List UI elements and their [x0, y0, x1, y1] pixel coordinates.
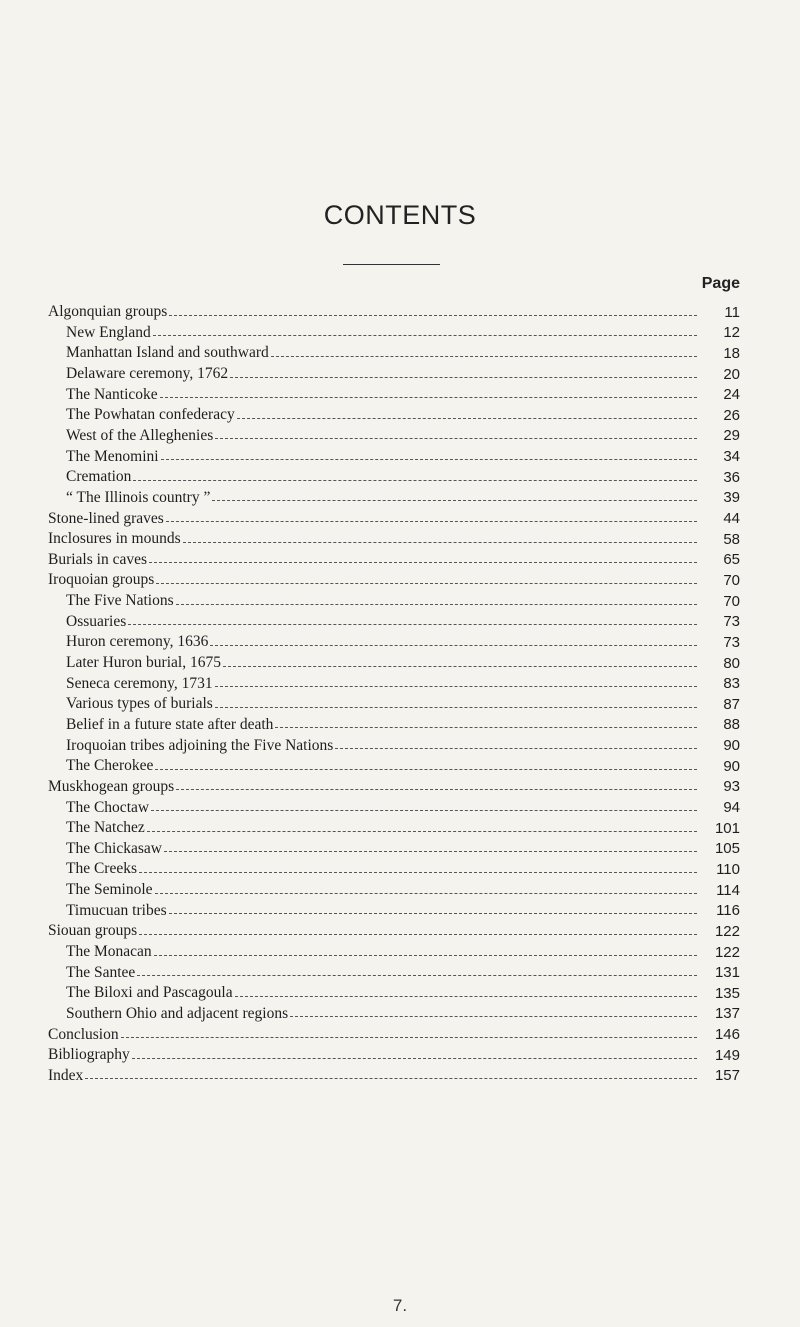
toc-entry-page: 36	[723, 468, 740, 486]
toc-entry	[0, 507, 800, 528]
toc-entry	[0, 1065, 800, 1086]
toc-entry	[0, 755, 800, 776]
toc-entry-title: The Nanticoke	[66, 385, 158, 403]
dot-leader	[271, 356, 697, 357]
dot-leader	[335, 748, 697, 749]
toc-entry-page: 94	[723, 799, 740, 817]
toc-entry-title: Iroquoian groups	[48, 571, 155, 589]
toc-entry	[0, 817, 800, 838]
toc-entry-title: The Five Nations	[66, 592, 174, 610]
page-column-header: Page	[701, 275, 740, 292]
toc-entry-title: Manhattan Island and southward	[66, 344, 269, 362]
toc-entry-title: “ The Illinois country ”	[66, 488, 211, 506]
dot-leader	[139, 934, 697, 935]
toc-entry-title: Siouan groups	[48, 922, 138, 940]
toc-entry	[0, 962, 800, 983]
toc-entry-page: 90	[723, 757, 740, 775]
toc-entry-title: The Powhatan confederacy	[66, 406, 235, 424]
toc-entry	[0, 652, 800, 673]
toc-entry-title: The Menomini	[66, 447, 159, 465]
toc-entry-page: 116	[716, 902, 740, 920]
page-title: CONTENTS	[323, 200, 477, 230]
dot-leader	[210, 645, 697, 646]
toc-entry-page: 80	[723, 654, 740, 672]
toc-entry-title: The Santee	[66, 963, 136, 981]
toc-entry-page: 70	[723, 571, 740, 589]
dot-leader	[161, 459, 697, 460]
toc-entry-title: Index	[48, 1066, 84, 1084]
toc-entry-title: Huron ceremony, 1636	[66, 633, 209, 651]
dot-leader	[128, 624, 697, 625]
toc-entry-title: Belief in a future state after death	[66, 715, 274, 733]
toc-entry-title: The Natchez	[66, 819, 145, 837]
dot-leader	[139, 872, 697, 873]
toc-entry-title: New England	[66, 323, 151, 341]
dot-leader	[132, 1058, 697, 1059]
toc-entry	[0, 1003, 800, 1024]
dot-leader	[166, 521, 697, 522]
toc-entry-page: 131	[714, 964, 740, 982]
toc-entry	[0, 322, 800, 343]
toc-entry-page: 26	[723, 406, 740, 424]
toc-entry-title: Timucuan tribes	[66, 901, 167, 919]
toc-entry-page: 146	[714, 1026, 740, 1044]
toc-entry-title: The Chickasaw	[66, 839, 162, 857]
toc-entry	[0, 384, 800, 405]
toc-entry	[0, 425, 800, 446]
toc-entry-title: Seneca ceremony, 1731	[66, 674, 213, 692]
toc-entry-title: Inclosures in mounds	[48, 530, 181, 548]
toc-entry-page: 12	[723, 324, 740, 342]
toc-entry-page: 11	[724, 303, 740, 321]
toc-entry-page: 122	[714, 943, 740, 961]
toc-entry-page: 101	[714, 819, 740, 837]
toc-entry-title: Delaware ceremony, 1762	[66, 365, 229, 383]
toc-entry-page: 20	[723, 365, 740, 383]
toc-entry-page: 24	[723, 386, 740, 404]
toc-entry-title: Various types of burials	[66, 695, 213, 713]
toc-entry	[0, 487, 800, 508]
toc-entry-page: 44	[723, 510, 740, 528]
toc-entry	[0, 900, 800, 921]
toc-entry-title: Burials in caves	[48, 550, 148, 568]
toc-entry	[0, 569, 800, 590]
contents-list	[0, 301, 800, 1085]
toc-entry-page: 73	[723, 633, 740, 651]
toc-entry	[0, 879, 800, 900]
toc-entry	[0, 838, 800, 859]
toc-entry-page: 87	[723, 695, 740, 713]
dot-leader	[169, 315, 697, 316]
toc-entry	[0, 549, 800, 570]
toc-entry	[0, 590, 800, 611]
dot-leader	[121, 1037, 697, 1038]
dot-leader	[160, 397, 697, 398]
dot-leader	[215, 438, 697, 439]
toc-entry-page: 39	[723, 489, 740, 507]
toc-entry-page: 83	[723, 675, 740, 693]
dot-leader	[223, 666, 697, 667]
toc-entry	[0, 466, 800, 487]
dot-leader	[235, 996, 697, 997]
toc-entry-title: The Cherokee	[66, 757, 154, 775]
toc-entry	[0, 714, 800, 735]
toc-entry	[0, 301, 800, 322]
toc-entry-title: The Biloxi and Pascagoula	[66, 984, 233, 1002]
toc-entry-title: Iroquoian tribes adjoining the Five Nations	[66, 736, 334, 754]
toc-entry-page: 18	[723, 344, 740, 362]
toc-entry	[0, 631, 800, 652]
toc-entry-title: Southern Ohio and adjacent regions	[66, 1004, 289, 1022]
toc-entry	[0, 982, 800, 1003]
dot-leader	[230, 377, 697, 378]
toc-entry-page: 122	[714, 922, 740, 940]
toc-entry-page: 110	[716, 860, 740, 878]
dot-leader	[85, 1078, 697, 1079]
dot-leader	[154, 955, 697, 956]
dot-leader	[169, 913, 697, 914]
toc-entry	[0, 528, 800, 549]
toc-entry	[0, 1044, 800, 1065]
toc-entry-page: 157	[714, 1067, 740, 1085]
dot-leader	[215, 686, 697, 687]
toc-entry-title: Later Huron burial, 1675	[66, 654, 221, 672]
toc-entry-page: 34	[723, 448, 740, 466]
toc-entry-title: Ossuaries	[66, 612, 127, 630]
toc-entry-title: The Creeks	[66, 860, 138, 878]
dot-leader	[149, 562, 697, 563]
toc-entry-title: Conclusion	[48, 1025, 119, 1043]
toc-entry-page: 29	[723, 427, 740, 445]
toc-entry	[0, 673, 800, 694]
toc-entry-title: Bibliography	[48, 1046, 130, 1064]
dot-leader	[137, 975, 697, 976]
toc-entry-title: Cremation	[66, 468, 132, 486]
toc-entry	[0, 363, 800, 384]
toc-entry-page: 73	[723, 613, 740, 631]
toc-entry	[0, 858, 800, 879]
dot-leader	[212, 500, 697, 501]
toc-entry-page: 114	[716, 881, 740, 899]
toc-entry-title: The Choctaw	[66, 798, 150, 816]
toc-entry-page: 149	[714, 1046, 740, 1064]
toc-entry	[0, 776, 800, 797]
toc-entry	[0, 445, 800, 466]
title-rule	[343, 264, 440, 265]
page-number: 7.	[392, 1296, 408, 1315]
dot-leader	[147, 831, 697, 832]
dot-leader	[237, 418, 697, 419]
toc-entry	[0, 404, 800, 425]
toc-entry-page: 90	[723, 737, 740, 755]
toc-entry-title: Algonquian groups	[48, 303, 168, 321]
toc-entry	[0, 796, 800, 817]
dot-leader	[151, 810, 697, 811]
dot-leader	[156, 583, 697, 584]
toc-entry	[0, 920, 800, 941]
toc-entry	[0, 941, 800, 962]
toc-entry-page: 105	[714, 840, 740, 858]
toc-entry-page: 65	[723, 551, 740, 569]
dot-leader	[183, 542, 697, 543]
dot-leader	[275, 727, 697, 728]
dot-leader	[155, 893, 697, 894]
dot-leader	[153, 335, 697, 336]
toc-entry	[0, 693, 800, 714]
toc-entry-page: 70	[723, 592, 740, 610]
toc-entry-title: Muskhogean groups	[48, 777, 175, 795]
toc-entry	[0, 1023, 800, 1044]
toc-entry-title: The Seminole	[66, 881, 153, 899]
toc-entry-title: The Monacan	[66, 943, 152, 960]
dot-leader	[176, 604, 697, 605]
toc-entry-page: 88	[723, 716, 740, 734]
toc-entry	[0, 734, 800, 755]
dot-leader	[290, 1016, 697, 1017]
dot-leader	[164, 851, 697, 852]
toc-entry-page: 137	[714, 1005, 740, 1023]
toc-entry-page: 135	[714, 984, 740, 1002]
dot-leader	[176, 789, 697, 790]
toc-entry-title: Stone-lined graves	[48, 509, 164, 527]
toc-entry-page: 58	[723, 530, 740, 548]
dot-leader	[215, 707, 697, 708]
toc-entry-title: West of the Alleghenies	[66, 426, 214, 444]
dot-leader	[155, 769, 697, 770]
toc-entry-page: 93	[723, 778, 740, 796]
toc-entry	[0, 342, 800, 363]
dot-leader	[133, 480, 697, 481]
toc-entry	[0, 611, 800, 632]
